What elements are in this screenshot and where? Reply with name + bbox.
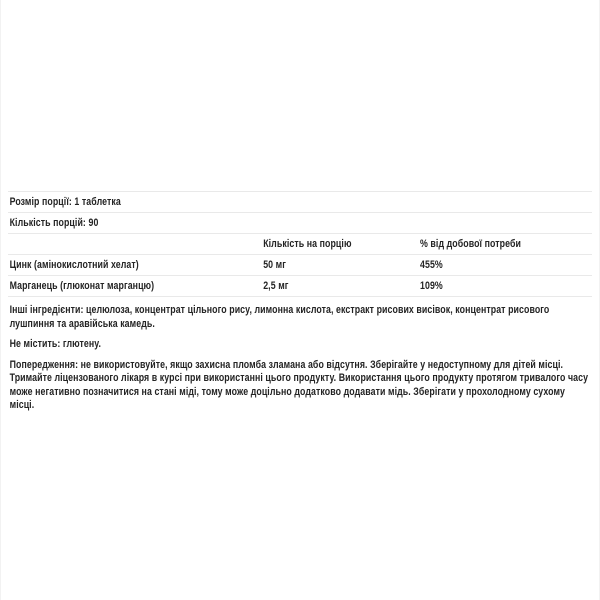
table-header-row	[8, 233, 592, 254]
supplement-facts-table	[8, 191, 592, 297]
nutrient-name: Цинк (амінокислотний хелат)	[9, 259, 139, 271]
nutrient-daily-value: 109%	[420, 280, 443, 292]
nutrient-daily-value: 455%	[420, 259, 443, 271]
nutrient-amount: 50 мг	[263, 259, 287, 271]
serving-size-label: Розмір порції: 1 таблетка	[9, 196, 121, 208]
nutrient-name: Марганець (глюконат марганцю)	[9, 280, 155, 292]
nutrient-amount: 2,5 мг	[263, 280, 289, 292]
supplement-facts-content	[8, 191, 592, 420]
other-ingredients-paragraph: Інші інгредієнти: целюлоза, концентрат цільного рису, лимонна кислота, екстракт рисових висівок, концентрат рисового лушпиння та аравійська камедь.	[9, 304, 550, 330]
servings-count-label: Кількість порцій: 90	[9, 217, 99, 229]
nutrient-row-manganese	[8, 275, 592, 296]
notes-section	[8, 304, 592, 413]
daily-value-column-header: % від добової потреби	[420, 238, 521, 250]
serving-size-row	[8, 191, 592, 212]
nutrient-row-zinc	[8, 254, 592, 275]
servings-count-row	[8, 212, 592, 233]
amount-column-header: Кількість на порцію	[263, 238, 352, 250]
warning-paragraph: Попередження: не використовуйте, якщо захисна пломба зламана або відсутня. Зберігайте у недоступному для дітей місці. Тримайте ліцензованого лікаря в курсі при використанні цього продукту. Використання цього продукту протягом тривалого часу може негативно позначитися на стані міді, тому може доцільно додатково додавати мідь. Зберігати у прохолодному сухому місці.	[9, 358, 589, 411]
does-not-contain-note: Не містить: глютену.	[9, 338, 101, 350]
